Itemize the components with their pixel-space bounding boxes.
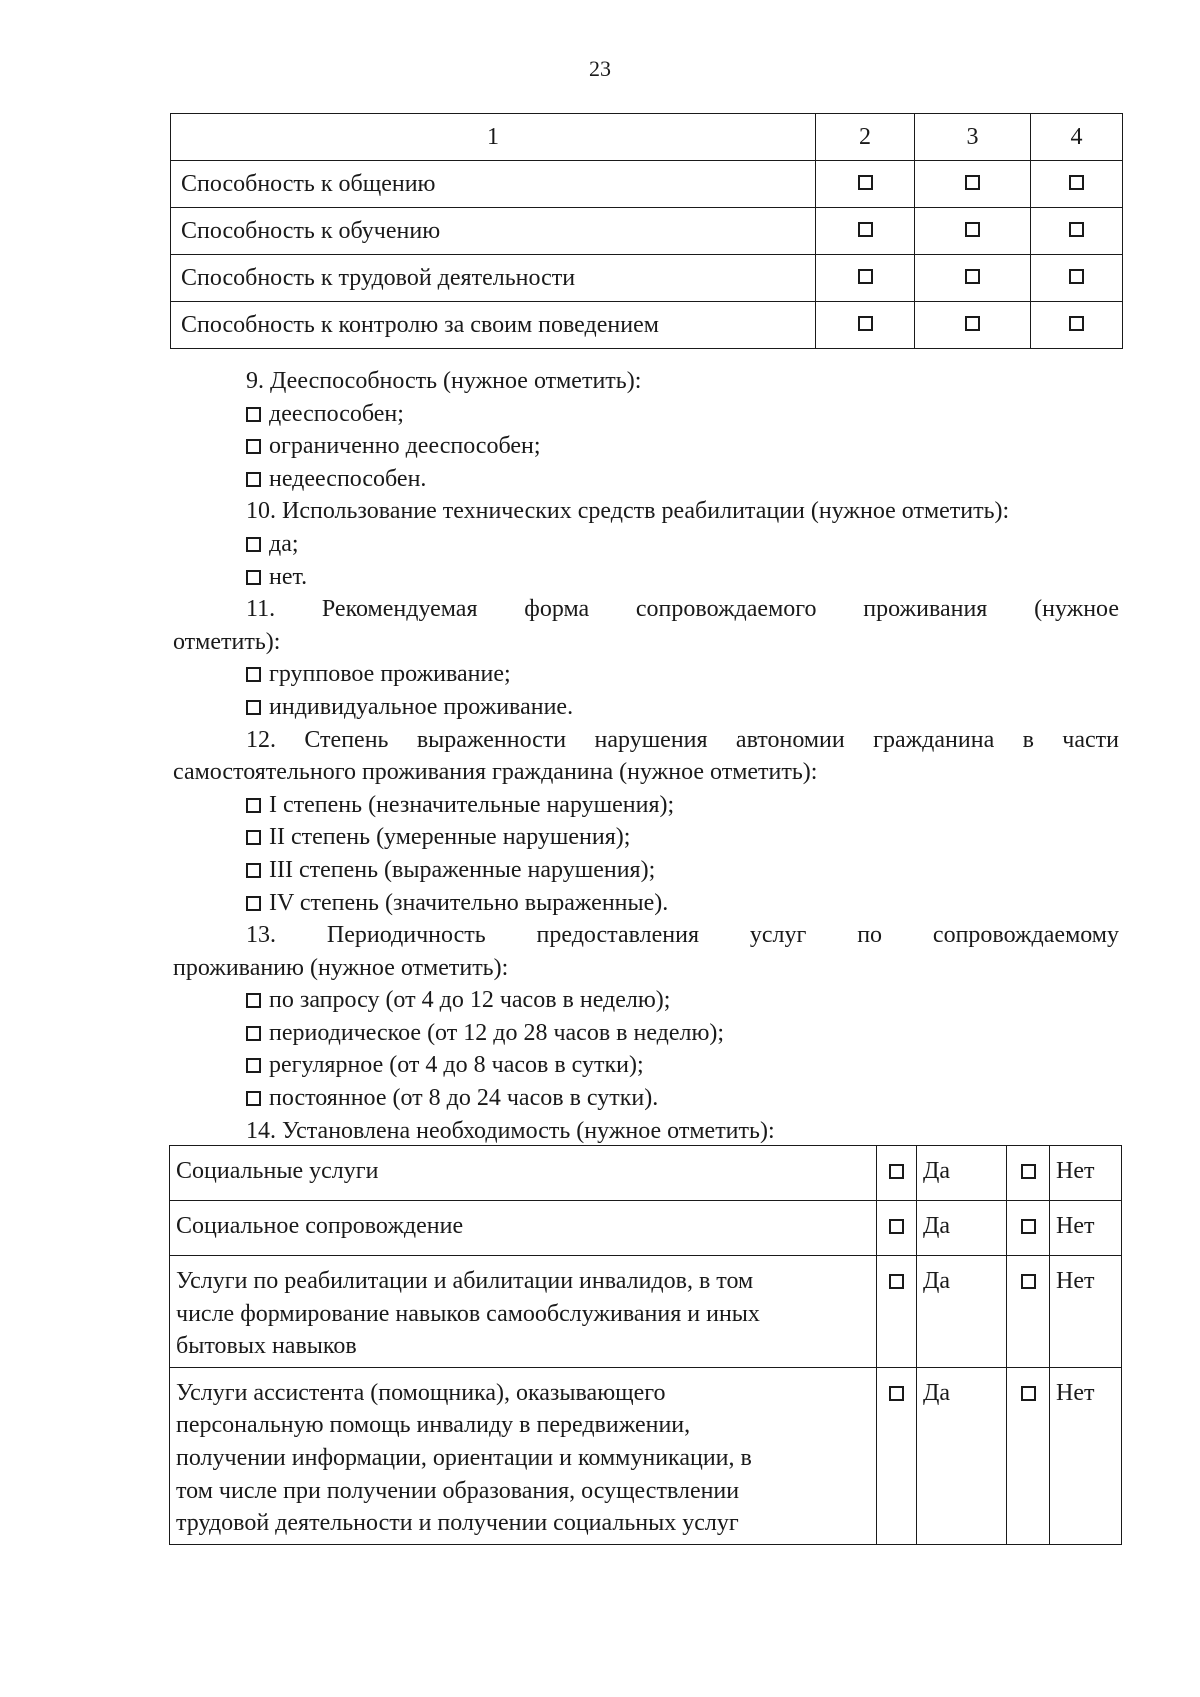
checkbox-cell [1031,161,1123,208]
checkbox[interactable] [858,316,873,331]
option-label: да; [269,530,299,557]
column-header: 2 [816,114,915,161]
checkbox-cell [915,161,1031,208]
section-title: 12. Степень выраженности нарушения автономии гражданина в части [246,726,1119,753]
option-item[interactable] [173,821,1119,854]
option-label: регулярное (от 4 до 8 часов в сутки); [269,1052,644,1079]
ability-table-header [171,114,1123,161]
checkbox-cell [915,255,1031,302]
checkbox[interactable] [965,222,980,237]
checkbox-cell [1007,1367,1050,1544]
checkbox[interactable] [246,830,261,845]
no-label: Нет [1050,1256,1122,1368]
checkbox[interactable] [246,667,261,682]
yes-checkbox[interactable] [889,1219,904,1234]
option-item[interactable] [173,658,1119,691]
option-item[interactable] [173,854,1119,887]
checkbox-cell [816,255,915,302]
label-line: трудовой деятельности и получении социальных услуг [176,1510,739,1537]
form-sections [173,365,1119,1147]
checkbox[interactable] [965,316,980,331]
table-row [171,161,1123,208]
column-header: 1 [171,114,816,161]
page-number: 23 [589,56,611,81]
checkbox-cell [877,1367,917,1544]
service-label [170,1201,877,1256]
checkbox[interactable] [246,863,261,878]
option-label: групповое проживание; [269,661,511,688]
checkbox[interactable] [1069,269,1084,284]
checkbox[interactable] [246,1058,261,1073]
checkbox-cell [877,1146,917,1201]
no-label: Нет [1050,1146,1122,1201]
section-title-continued: отметить): [173,628,281,655]
section-title-continued: проживанию (нужное отметить): [173,954,509,981]
option-label: III степень (выраженные нарушения); [269,856,656,883]
label-line: Услуги ассистента (помощника), оказывающего [176,1379,666,1406]
yes-checkbox[interactable] [889,1386,904,1401]
checkbox[interactable] [965,269,980,284]
no-checkbox[interactable] [1021,1274,1036,1289]
checkbox[interactable] [246,537,261,552]
checkbox[interactable] [246,407,261,422]
label-line: бытовых навыков [176,1333,357,1360]
option-item[interactable] [173,691,1119,724]
option-label: IV степень (значительно выраженные). [269,889,669,916]
option-label: постоянное (от 8 до 24 часов в сутки). [269,1085,659,1112]
section-title: 14. Установлена необходимость (нужное отметить): [246,1117,775,1144]
checkbox[interactable] [246,798,261,813]
checkbox[interactable] [1069,175,1084,190]
checkbox[interactable] [1069,222,1084,237]
option-label: II степень (умеренные нарушения); [269,824,631,851]
no-label: Нет [1050,1201,1122,1256]
option-item[interactable] [173,789,1119,822]
option-item[interactable] [173,430,1119,463]
checkbox-cell [915,208,1031,255]
checkbox[interactable] [246,439,261,454]
checkbox-cell [1007,1146,1050,1201]
yes-label: Да [917,1256,1007,1368]
yes-label: Да [917,1367,1007,1544]
ability-table [170,113,1123,349]
option-item[interactable] [173,528,1119,561]
checkbox-cell [816,161,915,208]
checkbox-cell [877,1201,917,1256]
option-label: дееспособен; [269,400,404,427]
checkbox[interactable] [858,222,873,237]
yes-label: Да [917,1201,1007,1256]
option-item[interactable] [173,984,1119,1017]
checkbox[interactable] [246,993,261,1008]
checkbox-cell [1031,208,1123,255]
no-checkbox[interactable] [1021,1219,1036,1234]
ability-label: Способность к обучению [171,208,816,255]
checkbox-cell [1007,1256,1050,1368]
section-title-continued: самостоятельного проживания гражданина (нужное отметить): [173,759,818,786]
checkbox[interactable] [1069,316,1084,331]
option-item[interactable] [173,1017,1119,1050]
table-row [170,1367,1122,1544]
label-line: Социальные услуги [176,1158,379,1184]
label-line: персональную помощь инвалиду в передвижении, [176,1412,691,1439]
section-title: 11. Рекомендуемая форма сопровождаемого проживания (нужное [246,596,1119,623]
option-label: периодическое (от 12 до 28 часов в неделю); [269,1019,725,1046]
checkbox-cell [1031,255,1123,302]
option-item[interactable] [173,1049,1119,1082]
label-line: получении информации, ориентации и коммуникации, в [176,1444,752,1471]
checkbox[interactable] [858,175,873,190]
label-line: Услуги по реабилитации и абилитации инвалидов, в том [176,1268,754,1294]
option-item[interactable] [173,463,1119,496]
checkbox[interactable] [246,570,261,585]
option-item[interactable] [173,887,1119,920]
option-label: по запросу (от 4 до 12 часов в неделю); [269,987,671,1014]
ability-label: Способность к общению [171,161,816,208]
table-row [170,1256,1122,1368]
no-checkbox[interactable] [1021,1164,1036,1179]
option-label: I степень (незначительные нарушения); [269,791,675,818]
checkbox[interactable] [246,700,261,715]
checkbox-cell [1007,1201,1050,1256]
checkbox-cell [816,302,915,349]
checkbox[interactable] [246,896,261,911]
label-line: Социальное сопровождение [176,1213,464,1239]
checkbox[interactable] [246,1026,261,1041]
column-header: 3 [915,114,1031,161]
section-title: 10. Использование технических средств реабилитации (нужное отметить): [246,498,1010,525]
checkbox[interactable] [858,269,873,284]
checkbox-cell [1031,302,1123,349]
service-label [170,1146,877,1201]
necessity-table [169,1145,1122,1545]
table-row [171,255,1123,302]
checkbox[interactable] [246,1091,261,1106]
section-title: 13. Периодичность предоставления услуг по сопровождаемому [246,922,1119,949]
yes-checkbox[interactable] [889,1164,904,1179]
option-item[interactable] [173,561,1119,594]
table-row [170,1146,1122,1201]
checkbox-cell [915,302,1031,349]
option-item[interactable] [173,398,1119,431]
yes-checkbox[interactable] [889,1274,904,1289]
table-row [170,1201,1122,1256]
option-label: недееспособен. [269,465,427,492]
option-item[interactable] [173,1082,1119,1115]
no-label: Нет [1050,1367,1122,1544]
no-checkbox[interactable] [1021,1386,1036,1401]
checkbox[interactable] [965,175,980,190]
checkbox-cell [816,208,915,255]
option-label: индивидуальное проживание. [269,693,574,720]
label-line: том числе при получении образования, осуществлении [176,1477,740,1504]
ability-label: Способность к контролю за своим поведением [171,302,816,349]
label-line: числе формирование навыков самообслуживания и иных [176,1300,760,1327]
checkbox-cell [877,1256,917,1368]
table-row [171,208,1123,255]
ability-label: Способность к трудовой деятельности [171,255,816,302]
section-title: 9. Дееспособность (нужное отметить): [246,368,642,394]
service-label [170,1367,877,1544]
option-label: нет. [269,563,308,590]
column-header: 4 [1031,114,1123,161]
table-row [171,302,1123,349]
checkbox[interactable] [246,472,261,487]
service-label [170,1256,877,1368]
option-label: ограниченно дееспособен; [269,433,541,460]
yes-label: Да [917,1146,1007,1201]
